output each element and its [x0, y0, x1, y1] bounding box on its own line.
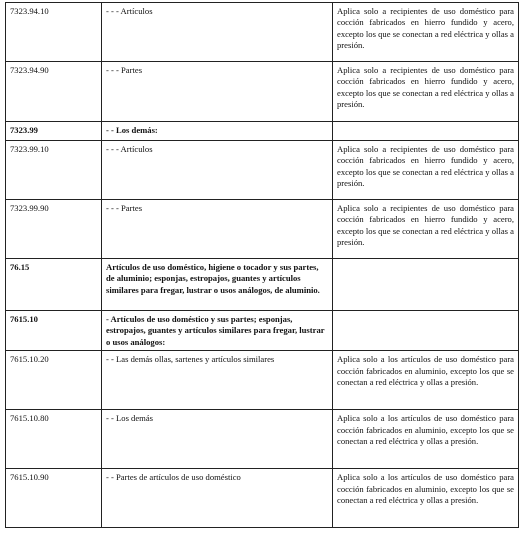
applicability-note: Aplica solo a recipientes de uso doméstico para cocción fabricados en hierro fundido y acero, excepto los que se conectan a red eléctrica y ollas a presión.	[333, 62, 519, 122]
applicability-note	[333, 122, 519, 141]
table-row	[6, 351, 519, 410]
tariff-code: 76.15	[6, 259, 102, 311]
table-row	[6, 311, 519, 351]
product-description: - - Los demás:	[102, 122, 333, 141]
product-description: - - Las demás ollas, sartenes y artículos similares	[102, 351, 333, 410]
applicability-note: Aplica solo a los artículos de uso doméstico para cocción fabricados en aluminio, excepto los que se conectan a red eléctrica y ollas a presión.	[333, 410, 519, 469]
product-description: - - - Artículos	[102, 141, 333, 200]
tariff-code: 7323.94.10	[6, 3, 102, 62]
table-row	[6, 259, 519, 311]
tariff-code: 7323.99.10	[6, 141, 102, 200]
applicability-note: Aplica solo a recipientes de uso doméstico para cocción fabricados en hierro fundido y acero, excepto los que se conectan a red eléctrica y ollas a presión.	[333, 200, 519, 259]
table-row	[6, 410, 519, 469]
product-description: - - - Partes	[102, 62, 333, 122]
table-row	[6, 141, 519, 200]
tariff-code: 7615.10.80	[6, 410, 102, 469]
table-row	[6, 122, 519, 141]
product-description: Artículos de uso doméstico, higiene o tocador y sus partes, de aluminio; esponjas, estropajos, guantes y artículos similares para fregar, lustrar o usos análogos, de aluminio.	[102, 259, 333, 311]
applicability-note: Aplica solo a los artículos de uso doméstico para cocción fabricados en aluminio, excepto los que se conectan a red eléctrica y ollas a presión.	[333, 351, 519, 410]
applicability-note	[333, 259, 519, 311]
tariff-code: 7615.10.90	[6, 469, 102, 528]
applicability-note: Aplica solo a recipientes de uso doméstico para cocción fabricados en hierro fundido y acero, excepto los que se conectan a red eléctrica y ollas a presión.	[333, 3, 519, 62]
product-description: - - Partes de artículos de uso doméstico	[102, 469, 333, 528]
tariff-code: 7323.99.90	[6, 200, 102, 259]
tariff-code: 7323.99	[6, 122, 102, 141]
table-row	[6, 3, 519, 62]
table-row	[6, 200, 519, 259]
applicability-note	[333, 311, 519, 351]
product-description: - - - Partes	[102, 200, 333, 259]
applicability-note: Aplica solo a los artículos de uso doméstico para cocción fabricados en aluminio, excepto los que se conectan a red eléctrica y ollas a presión.	[333, 469, 519, 528]
applicability-note: Aplica solo a recipientes de uso doméstico para cocción fabricados en hierro fundido y acero, excepto los que se conectan a red eléctrica y ollas a presión.	[333, 141, 519, 200]
product-description: - - Los demás	[102, 410, 333, 469]
tariff-code: 7615.10	[6, 311, 102, 351]
tariff-table	[5, 2, 519, 528]
tariff-code: 7323.94.90	[6, 62, 102, 122]
tariff-code: 7615.10.20	[6, 351, 102, 410]
table-row	[6, 62, 519, 122]
product-description: - Artículos de uso doméstico y sus partes; esponjas, estropajos, guantes y artículos similares para fregar, lustrar o usos análogos:	[102, 311, 333, 351]
product-description: - - - Artículos	[102, 3, 333, 62]
table-row	[6, 469, 519, 528]
